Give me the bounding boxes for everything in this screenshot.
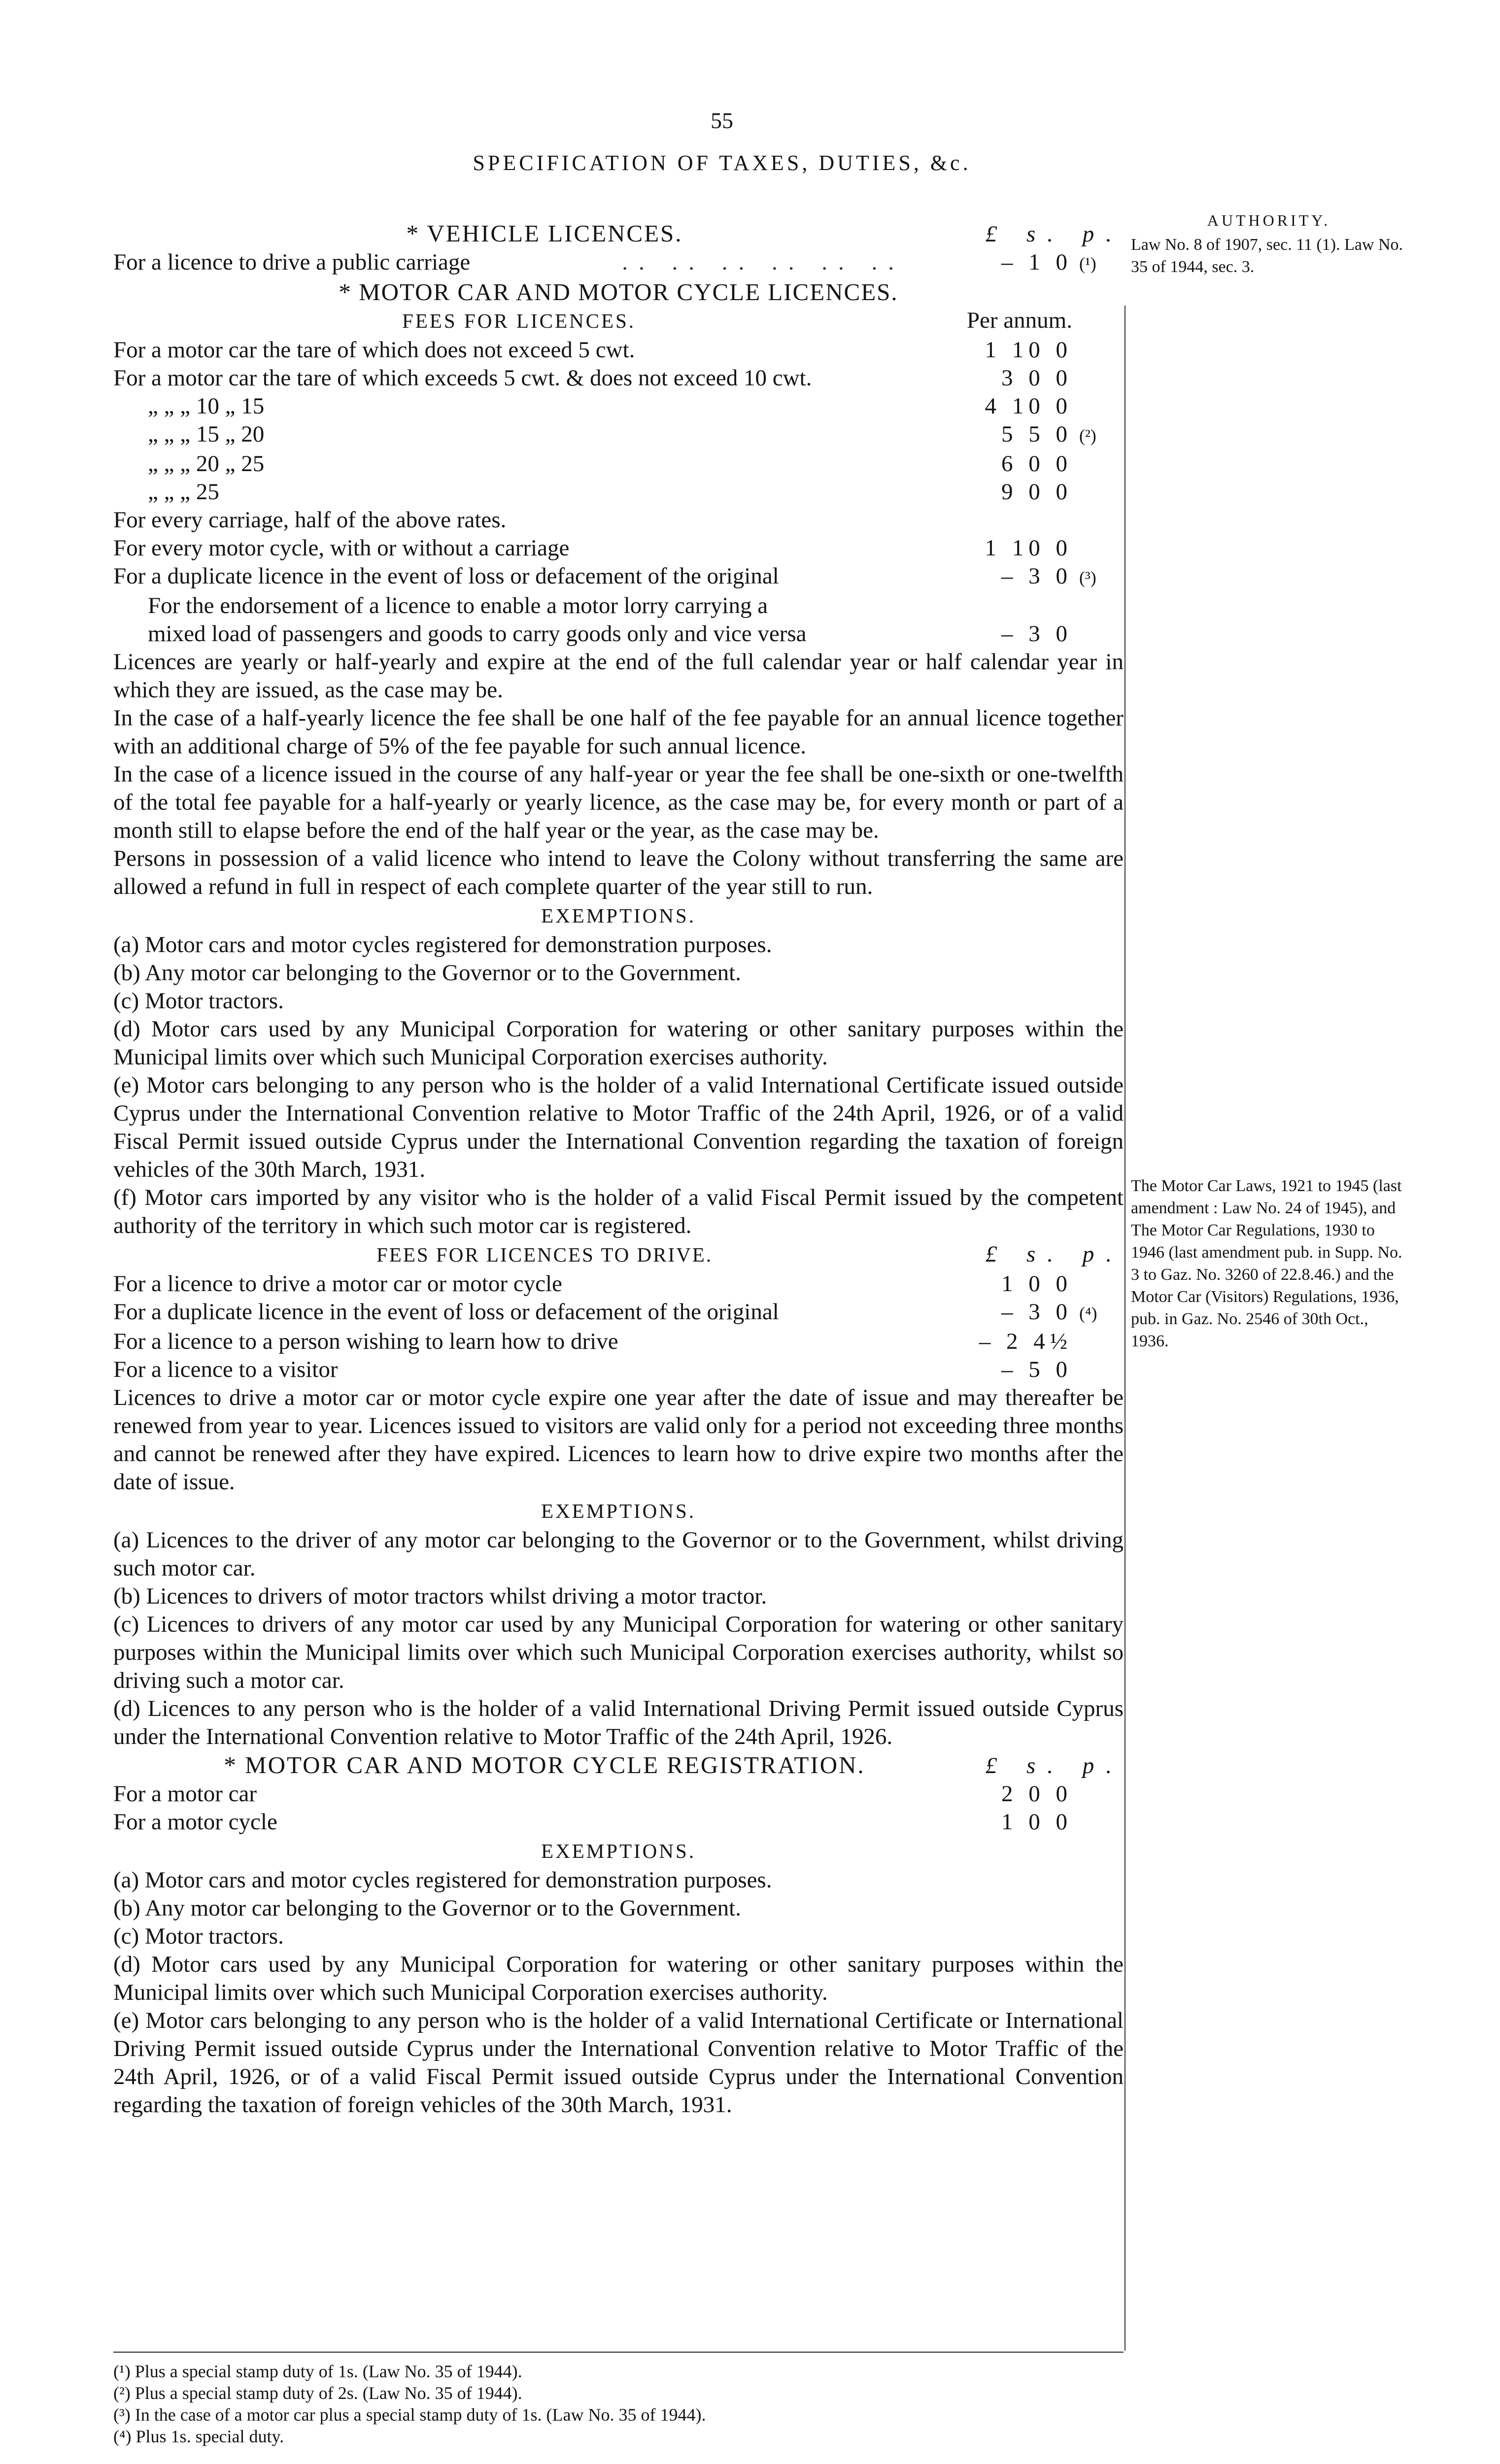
exemption-item: (c) Motor tractors. [113,988,284,1014]
fees-for-licences-heading: FEES FOR LICENCES. [402,309,636,332]
fee-row: „ „ „ 25 9 0 0 [148,479,1072,505]
exemptions-heading: EXEMPTIONS. [541,904,696,927]
per-annum-label: Per annum. [966,308,1072,333]
main-text [113,219,1124,2119]
drive-fee-row: For a licence to a visitor – 5 0 [113,1357,1072,1382]
fee-row: „ „ „ 15 „ 20 5 5 0 (²) [113,420,1124,450]
exemption-item: (b) Any motor car belonging to the Governor or to the Government. [113,960,741,986]
footnote-ref: (⁴) [1079,1303,1097,1323]
registration-row-car: For a motor car 2 0 0 [113,1781,1072,1807]
registration-heading: * MOTOR CAR AND MOTOR CYCLE REGISTRATION. [224,1751,865,1779]
footnote: (²) Plus a special stamp duty of 2s. (Law No. 35 of 1944). [113,2383,522,2403]
exemptions-heading: EXEMPTIONS. [541,1840,696,1862]
vehicle-licences-heading: * VEHICLE LICENCES. [406,220,683,247]
footnote: (¹) Plus a special stamp duty of 1s. (Law No. 35 of 1944). [113,2361,522,2381]
footnote-ref: (¹) [1079,254,1096,274]
exemption-item: (a) Licences to the driver of any motor car belonging to the Governor or to the Government, whilst driving such motor car. [113,1527,1124,1581]
exemption-item: (f) Motor cars imported by any visitor who is the holder of a valid Fiscal Permit issued by the competent authority of the territory in which such motor car is registered. [113,1185,1124,1238]
motor-cycle-row: For every motor cycle, with or without a carriage 1 10 0 [113,535,1072,561]
drive-fee-row: For a duplicate licence in the event of loss or defacement of the original – 3 0 (⁴) [113,1298,1124,1328]
exemption-item: (e) Motor cars belonging to any person who is the holder of a valid International Certificate issued outside Cyprus under the International Convention relative to Motor Traffic of the 24th April, 1926, or of a valid Fiscal Permit issued outside Cyprus under the International Convention regarding the taxation of foreign vehicles of the 30th March, 1931. [113,1072,1124,1182]
fee-row: For a motor car the tare of which does not exceed 5 cwt. 1 10 0 [113,337,1072,363]
endorsement-line: For the endorsement of a licence to enable a motor lorry carrying a [148,593,768,618]
carriage-note: For every carriage, half of the above rates. [113,507,507,533]
paragraph: Licences are yearly or half-yearly and expire at the end of the full calendar year or half calendar year in which they are issued, as the case may be. [113,649,1124,703]
authority-title: AUTHORITY. [1207,211,1331,229]
paragraph: In the case of a licence issued in the course of any half-year or year the fee shall be one-sixth or one-twelfth of the total fee payable for a half-yearly or yearly licence, as the case may be, for every month or part of a month still to elapse before the end of the half year or the year, as the case may be. [113,761,1124,843]
paragraph: In the case of a half-yearly licence the fee shall be one half of the fee payable for an annual licence together with an additional charge of 5% of the fee payable for such annual licence. [113,705,1124,759]
authority-ref-vehicle: Law No. 8 of 1907, sec. 11 (1). Law No. 35 of 1944, sec. 3. [1131,236,1403,276]
paragraph: Licences to drive a motor car or motor cycle expire one year after the date of issue and may thereafter be renewed from year to year. Licences issued to visitors are valid only for a period not exceeding three months and cannot be renewed after they have expired. Licences to learn how to drive expire two months after the date of issue. [113,1385,1124,1495]
exemption-item: (a) Motor cars and motor cycles registered for demonstration purposes. [113,1867,772,1893]
exemption-item: (e) Motor cars belonging to any person who is the holder of a valid International Certificate or International Driving Permit issued outside Cyprus under the International Convention relative to Motor Traffic of the 24th April, 1926, or of a valid Fiscal Permit issued outside Cyprus under the International Convention regarding the taxation of foreign vehicles of the 30th March, 1931. [113,2008,1124,2118]
footnotes [113,2361,1124,2447]
endorsement-row: mixed load of passengers and goods to carry goods only and vice versa – 3 0 [148,621,1072,647]
exemptions-heading: EXEMPTIONS. [541,1500,696,1522]
fees-for-drive-heading: FEES FOR LICENCES TO DRIVE. [376,1243,713,1266]
drive-fee-row: For a licence to a person wishing to learn how to drive – 2 4½ [113,1329,1072,1354]
exemption-item: (b) Any motor car belonging to the Governor or to the Government. [113,1895,741,1921]
drive-fee-row: For a licence to drive a motor car or motor cycle 1 0 0 [113,1271,1072,1297]
registration-heading-row [113,1751,1124,1780]
running-head: SPECIFICATION OF TAXES, DUTIES, &c. [473,151,971,175]
fees-heading-row [113,306,1124,336]
exemption-item: (a) Motor cars and motor cycles registered for demonstration purposes. [113,932,772,958]
authority-column [1131,209,1407,1352]
vehicle-row-public-carriage: For a licence to drive a public carriage .. .. .. .. .. .. – 1 0 (¹) [113,248,1124,278]
vehicle-column-head: £ s. p. [985,221,1124,247]
footnote-ref: (³) [1079,568,1096,587]
drive-heading-row [113,1240,1124,1270]
page-number: 55 [711,108,733,133]
row-amount: – 1 0 [1001,249,1072,275]
footnote-ref: (²) [1079,426,1096,445]
row-label: For a licence to drive a public carriage [113,249,471,275]
fee-row: „ „ „ 10 „ 15 4 10 0 [148,393,1072,419]
registration-row-cycle: For a motor cycle 1 0 0 [113,1809,1072,1835]
motor-licences-heading: * MOTOR CAR AND MOTOR CYCLE LICENCES. [339,278,898,306]
exemption-item: (b) Licences to drivers of motor tractors whilst driving a motor tractor. [113,1583,767,1609]
footnote: (³) In the case of a motor car plus a special stamp duty of 1s. (Law No. 35 of 1944). [113,2405,706,2425]
footnote-rule [113,2352,1124,2353]
fee-row: „ „ „ 20 „ 25 6 0 0 [148,451,1072,477]
fee-row: For a motor car the tare of which exceeds 5 cwt. & does not exceed 10 cwt. 3 0 0 [113,365,1072,391]
duplicate-licence-row: For a duplicate licence in the event of loss or defacement of the original – 3 0 (³) [113,562,1124,592]
exemption-item: (c) Licences to drivers of any motor car used by any Municipal Corporation for watering or other sanitary purposes within the Municipal limits over which such Municipal Corporation exercises authority, whilst so driving such a motor car. [113,1611,1124,1693]
footnote: (⁴) Plus 1s. special duty. [113,2427,284,2446]
vehicle-heading-row [113,219,1124,248]
paragraph: Persons in possession of a valid licence who intend to leave the Colony without transferring the same are allowed a refund in full in respect of each complete quarter of the year still to run. [113,846,1124,899]
exemption-item: (d) Motor cars used by any Municipal Corporation for watering or other sanitary purposes within the Municipal limits over which such Municipal Corporation exercises authority. [113,1951,1124,2005]
exemption-item: (d) Licences to any person who is the holder of a valid International Driving Permit issued outside Cyprus under the International Convention relative to Motor Traffic of the 24th April, 1926. [113,1696,1124,1749]
exemption-item: (c) Motor tractors. [113,1923,284,1949]
drive-column-head: £ s. p. [985,1241,1124,1267]
registration-column-head: £ s. p. [985,1753,1124,1779]
exemption-item: (d) Motor cars used by any Municipal Corporation for watering or other sanitary purposes within the Municipal limits over which such Municipal Corporation exercises authority. [113,1016,1124,1070]
authority-ref-motor-laws: The Motor Car Laws, 1921 to 1945 (last amendment : Law No. 24 of 1945), and The Motor Car Regulations, 1930 to 1946 (last amendment pub. in Supp. No. 3 to Gaz. No. 3260 of 22.8.46.) and the Motor Car (Visitors) Regulations, 1936, pub. in Gaz. No. 2546 of 30th Oct., 1936. [1131,1177,1402,1350]
